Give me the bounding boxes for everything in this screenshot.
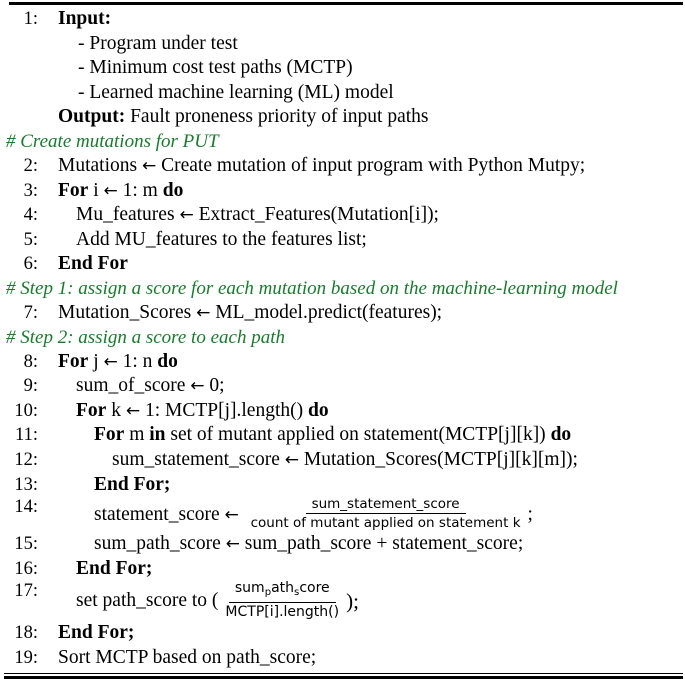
line-number: 4: (23, 205, 38, 226)
keyword-end-for: End For; (94, 473, 171, 495)
keyword-in: in (149, 424, 166, 446)
assign-value: Extract_Features(Mutation[i]); (198, 204, 439, 226)
top-rule (9, 2, 683, 5)
line-content: - Minimum cost test paths (MCTP) (78, 57, 353, 79)
algorithm-comment-create-mutations (0, 130, 685, 154)
keyword-do: do (550, 424, 572, 446)
assign-arrow-icon: ← (190, 376, 205, 397)
algorithm-line-6 (0, 252, 685, 277)
assign-arrow-icon: ← (125, 400, 141, 421)
line-number: 13: (14, 474, 38, 495)
assign-target: statement_score (94, 503, 220, 525)
line-number: 10: (14, 400, 38, 421)
keyword-end-for: End For; (58, 622, 135, 644)
algorithm-comment-step1 (0, 277, 685, 301)
assign-arrow-icon: ← (179, 205, 194, 226)
assign-arrow-icon: ← (284, 449, 299, 470)
line-content (44, 581, 685, 621)
line-number: 7: (23, 302, 38, 323)
loop-var: i (93, 179, 99, 201)
line-content: - Program under test (78, 32, 238, 54)
assign-arrow-icon: ← (225, 534, 240, 555)
assign-target: Mu_features (76, 204, 175, 226)
comment-text: # Create mutations for PUT (6, 130, 219, 152)
numerator-part-1: sum (234, 580, 265, 597)
assign-target: Mutations (58, 154, 138, 176)
line-number: 1: (23, 9, 38, 29)
loop-var: k (111, 399, 121, 421)
algorithm-line-7 (0, 301, 685, 326)
algorithm-output-line (0, 105, 685, 130)
line-content (44, 350, 685, 375)
fraction (245, 496, 527, 531)
line-number: 16: (14, 558, 38, 579)
algorithm-line-4 (0, 203, 685, 228)
statement-terminator: ; (527, 503, 533, 525)
line-content (44, 179, 685, 204)
keyword-for: For (58, 350, 89, 372)
loop-range: 1: MCTP[j].length() (144, 399, 304, 421)
line-content (44, 557, 685, 582)
assign-arrow-icon: ← (103, 180, 118, 201)
line-content (44, 497, 685, 532)
algorithm-input-item-1 (0, 32, 685, 57)
keyword-do: do (307, 399, 329, 421)
line-number: 15: (14, 534, 38, 555)
algorithm-line-12 (0, 448, 685, 473)
numerator-subscript-2: s (294, 587, 300, 599)
numerator-subscript-1: p (264, 587, 272, 599)
input-label: Input: (58, 8, 112, 29)
algorithm-line-1 (0, 7, 685, 32)
output-label: Output: (58, 106, 126, 128)
line-number: 18: (14, 623, 38, 644)
line-number: 11: (15, 425, 38, 446)
line-number: 3: (23, 180, 38, 201)
line-content (44, 473, 685, 498)
loop-range: 1: m (122, 179, 158, 201)
algorithm-line-13 (0, 473, 685, 498)
output-text: Fault proneness priority of input paths (130, 106, 429, 128)
line-content (44, 621, 685, 646)
line-number: 19: (14, 647, 38, 668)
assign-value: 0; (209, 375, 225, 397)
fraction-expression (76, 581, 359, 621)
algorithm-line-15 (0, 532, 685, 557)
assign-arrow-icon: ← (224, 504, 239, 525)
line-content (44, 399, 685, 424)
statement-prefix: set path_score to ( (76, 590, 219, 612)
line-content: Sort MCTP based on path_score; (58, 646, 317, 668)
line-content (44, 301, 685, 326)
assign-value: Create mutation of input program with Python Mutpy; (161, 154, 586, 176)
keyword-end-for: End For (58, 253, 128, 275)
comment-text: # Step 2: assign a score to each path (6, 326, 285, 348)
assign-value: Mutation_Scores(MCTP[j][k][m]); (303, 448, 578, 470)
assign-value: ML_model.predict(features); (215, 301, 443, 323)
fraction (219, 580, 345, 620)
fraction-numerator: sum_statement_score (306, 496, 466, 514)
assign-target: sum_statement_score (112, 448, 280, 470)
line-number: 6: (23, 254, 38, 275)
line-number: 2: (23, 155, 38, 176)
line-content (44, 203, 685, 228)
algorithm-input-item-2 (0, 56, 685, 81)
keyword-end-for: End For; (76, 557, 153, 579)
fraction-expression (94, 497, 533, 532)
assign-target: sum_path_score (94, 533, 221, 555)
keyword-for: For (58, 179, 89, 201)
loop-collection: set of mutant applied on statement(MCTP[j][k]) (170, 424, 546, 446)
line-content: - Learned machine learning (ML) model (78, 81, 394, 103)
loop-var: j (93, 350, 99, 372)
algorithm-line-8 (0, 350, 685, 375)
line-content (44, 532, 685, 557)
line-content (44, 252, 685, 277)
assign-target: Mutation_Scores (58, 301, 192, 323)
loop-var: m (129, 424, 145, 446)
assign-value: sum_path_score + statement_score; (244, 533, 524, 555)
line-number: 9: (23, 376, 38, 397)
line-content: Add MU_features to the features list; (76, 228, 367, 250)
line-content (44, 448, 685, 473)
numerator-part-3: core (299, 580, 330, 597)
algorithm-comment-step2 (0, 326, 685, 350)
algorithm-input-item-3 (0, 81, 685, 106)
loop-range: 1: n (122, 350, 153, 372)
line-content (44, 423, 685, 448)
algorithm-line-14 (0, 497, 685, 532)
algorithm-line-18 (0, 621, 685, 646)
algorithm-lines (0, 7, 685, 670)
algorithm-line-10 (0, 399, 685, 424)
algorithm-line-16 (0, 557, 685, 582)
algorithm-line-2 (0, 154, 685, 179)
algorithm-line-9 (0, 374, 685, 399)
algorithm-line-5 (0, 228, 685, 253)
keyword-do: do (162, 179, 184, 201)
line-number: 5: (23, 229, 38, 250)
assign-arrow-icon: ← (196, 302, 211, 323)
line-number: 12: (14, 449, 38, 470)
assign-target: sum_of_score (76, 375, 186, 397)
keyword-for: For (76, 399, 107, 421)
line-content (44, 154, 685, 179)
line-number: 17: (14, 581, 38, 602)
fraction-denominator: count of mutant applied on statement k (250, 515, 521, 532)
algorithm-line-11 (0, 423, 685, 448)
fraction-denominator: MCTP[i].length() (225, 604, 340, 621)
line-number: 8: (23, 351, 38, 372)
assign-arrow-icon: ← (103, 351, 118, 372)
algorithm-line-17 (0, 581, 685, 621)
line-content (44, 105, 685, 130)
bottom-rule-thin (4, 673, 683, 674)
line-content (44, 7, 685, 32)
numerator-part-2: ath (271, 580, 295, 597)
keyword-for: For (94, 424, 125, 446)
assign-arrow-icon: ← (141, 155, 157, 176)
line-number: 14: (14, 497, 38, 518)
statement-suffix: ); (346, 589, 359, 614)
fraction-numerator (229, 580, 336, 603)
keyword-do: do (157, 350, 178, 372)
line-content (44, 374, 685, 399)
algorithm-line-19 (0, 646, 685, 671)
algorithm-line-3 (0, 179, 685, 204)
comment-text: # Step 1: assign a score for each mutation based on the machine-learning model (6, 277, 618, 299)
